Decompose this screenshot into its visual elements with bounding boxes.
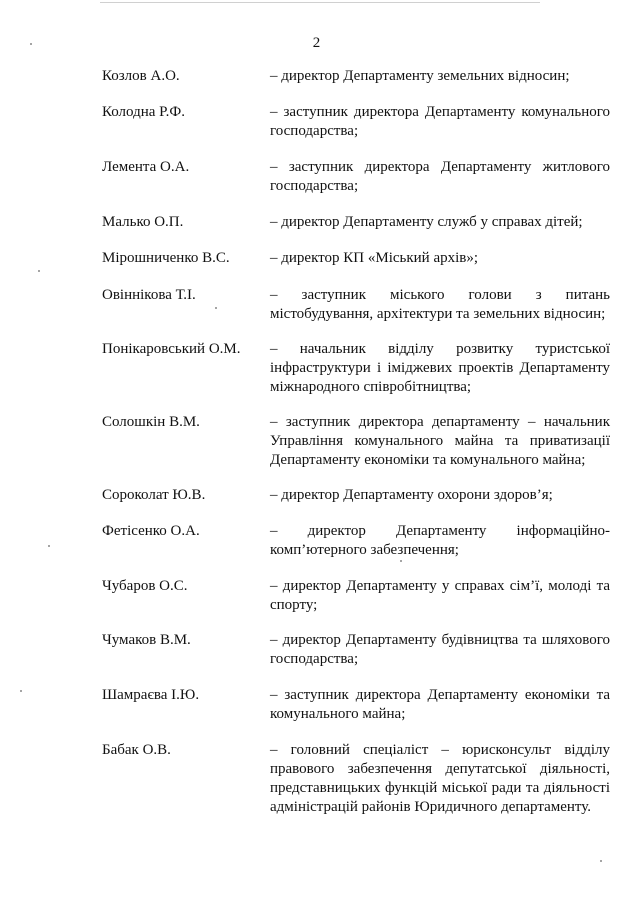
person-role: – заступник директора Департаменту житлового господарства; <box>270 159 610 194</box>
scan-speck <box>48 545 50 547</box>
person-name: Козлов А.О. <box>102 68 180 84</box>
person-name: Овіннікова Т.І. <box>102 287 196 303</box>
person-role: – заступник директора департаменту – начальник Управління комунального майна та приватизації Департаменту економіки та комунального майна; <box>270 414 610 468</box>
scan-edge-line <box>100 2 540 3</box>
person-role: – головний спеціаліст – юрисконсульт відділу правового забезпечення депутатської діяльності, представницьких функцій міської ради та діяльності адміністрацій районів Юридичного департаменту. <box>270 742 610 815</box>
person-role: – директор КП «Міський архів»; <box>270 250 479 266</box>
person-name: Чубаров О.С. <box>102 578 188 594</box>
person-name: Солошкін В.М. <box>102 414 200 430</box>
person-name: Чумаков В.М. <box>102 632 191 648</box>
person-role: – начальник відділу розвитку туристської інфраструктури і іміджевих проектів Департаменту міжнародного співробітництва; <box>270 341 610 395</box>
person-role: – директор Департаменту будівництва та шляхового господарства; <box>270 632 610 667</box>
scan-speck <box>215 307 217 309</box>
person-name: Колодна Р.Ф. <box>102 104 185 120</box>
person-role: – директор Департаменту охорони здоров’я; <box>270 487 553 503</box>
person-name: Сороколат Ю.В. <box>102 487 206 503</box>
person-name: Фетісенко О.А. <box>102 523 200 539</box>
scan-speck <box>600 860 602 862</box>
person-role: – заступник директора Департаменту комунального господарства; <box>270 104 610 139</box>
person-name: Малько О.П. <box>102 214 184 230</box>
page-number: 2 <box>312 35 321 51</box>
person-role: – заступник директора Департаменту економіки та комунального майна; <box>270 687 610 722</box>
person-role: – директор Департаменту інформаційно-комп’ютерного забезпечення; <box>270 523 610 558</box>
person-name: Лемента О.А. <box>102 159 190 175</box>
person-name: Бабак О.В. <box>102 742 171 758</box>
person-name: Понікаровський О.М. <box>102 341 241 357</box>
person-role: – директор Департаменту служб у справах дітей; <box>270 214 583 230</box>
scan-speck <box>20 690 22 692</box>
person-role: – директор Департаменту земельних відносин; <box>270 68 570 84</box>
scan-speck <box>38 270 40 272</box>
person-name: Мірошниченко В.С. <box>102 250 230 266</box>
person-name: Шамраєва І.Ю. <box>102 687 200 703</box>
scan-speck <box>400 560 402 562</box>
person-role: – заступник міського голови з питань містобудування, архітектури та земельних відносин; <box>270 287 610 322</box>
scan-speck <box>30 43 32 45</box>
person-role: – директор Департаменту у справах сім’ї, молоді та спорту; <box>270 578 610 613</box>
